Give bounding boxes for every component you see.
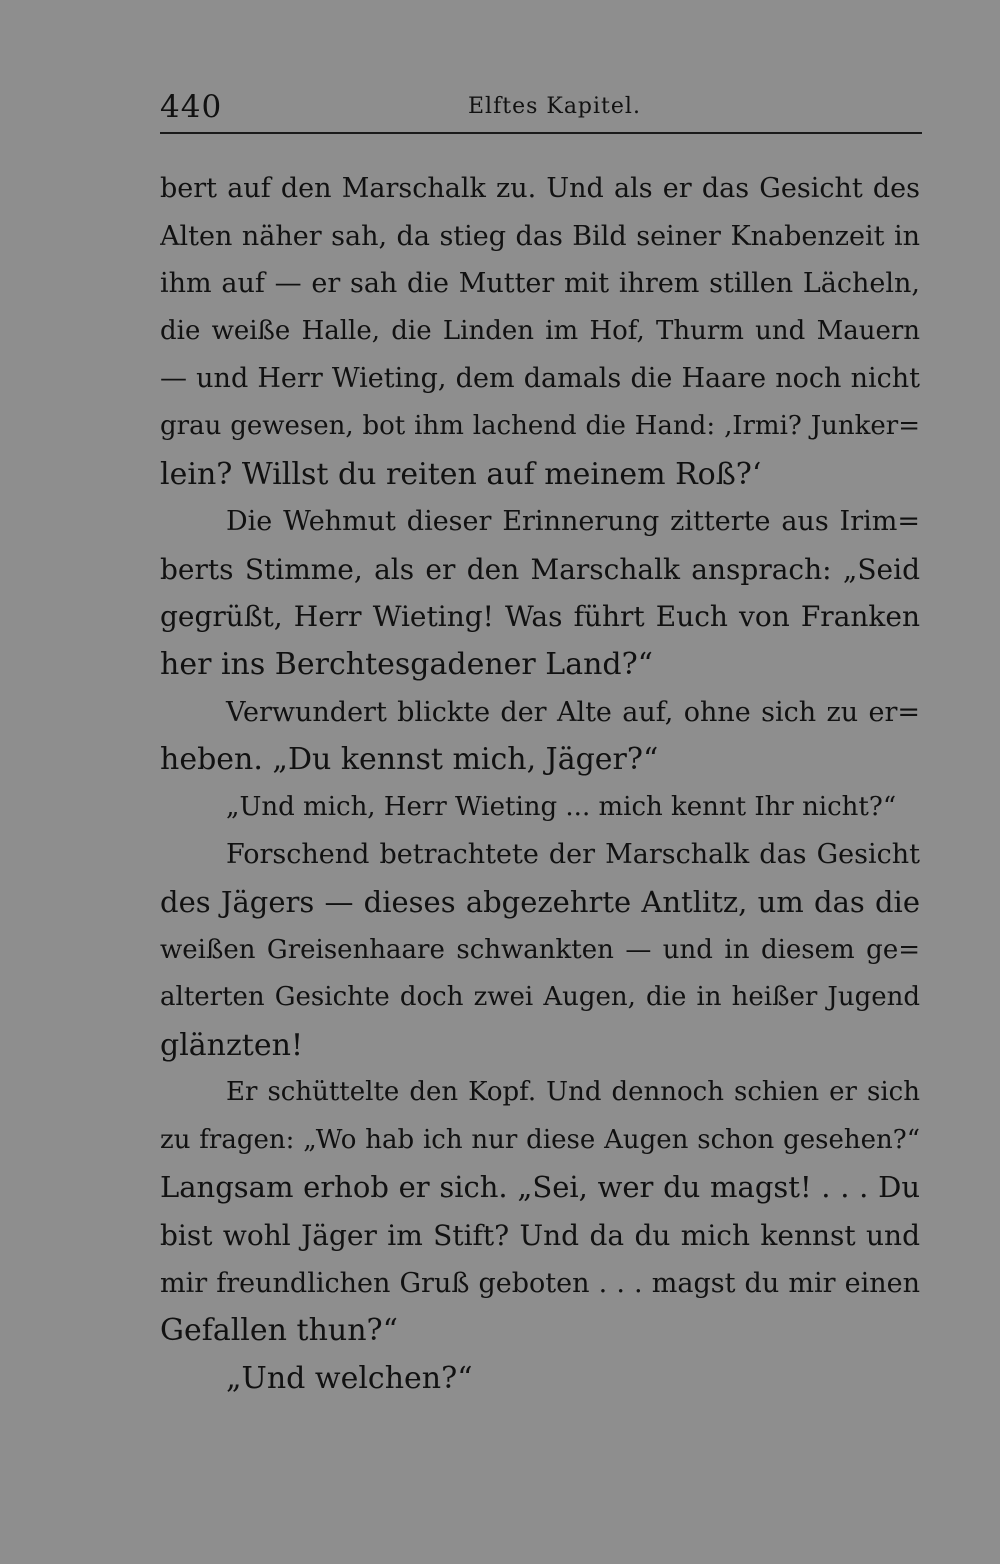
text-line: Gefallen thun?“ [160, 1313, 398, 1349]
page-number: 440 [160, 89, 223, 125]
text-line: ihm auf — er sah die Mutter mit ihrem stillen Lächeln, [160, 268, 920, 300]
text-line: „Und welchen?“ [226, 1360, 473, 1396]
text-line: Forschend betrachtete der Marschalk das Gesicht [226, 839, 920, 871]
text-line: Die Wehmut dieser Erinnerung zitterte aus Irim= [226, 506, 920, 538]
body-text [160, 165, 920, 1402]
text-line: „Und mich, Herr Wieting ... mich kennt Ihr nicht?“ [226, 791, 897, 822]
running-title: Elftes Kapitel. [468, 94, 641, 119]
text-line: Verwundert blickte der Alte auf, ohne sich zu er= [226, 696, 920, 728]
text-line: grau gewesen, bot ihm lachend die Hand: ‚Irmi? Junker= [160, 410, 920, 441]
text-line: Langsam erhob er sich. „Sei, wer du magst! . . . Du [160, 1170, 920, 1205]
text-line: mir freundlichen Gruß geboten . . . magst du mir einen [160, 1267, 920, 1299]
text-line: glänzten! [160, 1027, 303, 1063]
text-line: zu fragen: „Wo hab ich nur diese Augen schon gesehen?“ [160, 1124, 920, 1155]
text-line: des Jägers — dieses abgezehrte Antlitz, um das die [160, 884, 920, 919]
text-line: berts Stimme, als er den Marschalk ansprach: „Seid [160, 552, 920, 586]
text-line: Er schüttelte den Kopf. Und dennoch schien er sich [226, 1077, 920, 1108]
text-line: die weiße Halle, die Linden im Hof, Thurm und Mauern [160, 315, 920, 346]
text-line: bert auf den Marschalk zu. Und als er das Gesicht des [160, 173, 920, 204]
text-line: weißen Greisenhaare schwankten — und in diesem ge= [160, 934, 920, 965]
text-line: Alten näher sah, da stieg das Bild seiner Knabenzeit in [160, 220, 920, 252]
page-header [160, 84, 922, 130]
text-line: alterten Gesichte doch zwei Augen, die in heißer Jugend [160, 982, 920, 1013]
text-line: lein? Willst du reiten auf meinem Roß?‘ [160, 456, 762, 492]
text-line: her ins Berchtesgadener Land?“ [160, 646, 654, 682]
text-line: gegrüßt, Herr Wieting! Was führt Euch von Franken [160, 600, 920, 634]
text-line: heben. „Du kennst mich, Jäger?“ [160, 742, 659, 778]
text-line: — und Herr Wieting, dem damals die Haare noch nicht [160, 363, 920, 395]
text-line: bist wohl Jäger im Stift? Und da du mich kennst und [160, 1219, 920, 1253]
header-rule [160, 132, 922, 134]
